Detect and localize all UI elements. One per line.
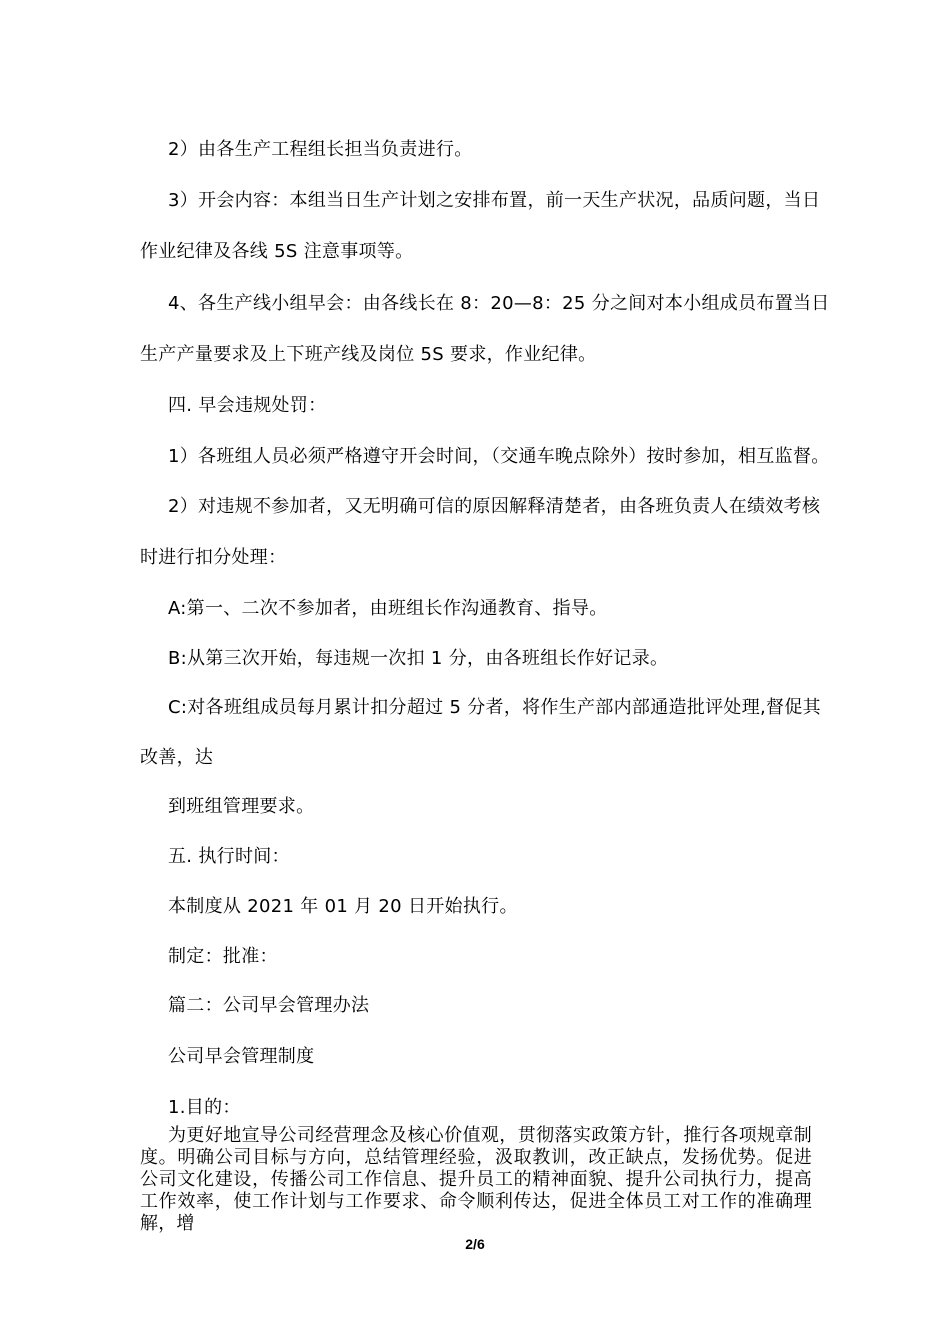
text-line: 1）各班组人员必须严格遵守开会时间，（交通车晚点除外）按时参加，相互监督。 [168,446,830,467]
text-line: B:从第三次开始，每违规一次扣 1 分，由各班组长作好记录。 [168,648,669,669]
text-line: 4、各生产线小组早会：由各线长在 8：20—8：25 分之间对本小组成员布置当日 [168,293,830,314]
text-line: 1.目的： [168,1097,241,1118]
text-line: 改善，达 [140,747,214,768]
text-line: 生产产量要求及上下班产线及岗位 5S 要求，作业纪律。 [140,344,597,365]
text-line: 2）对违规不参加者，又无明确可信的原因解释清楚者，由各班负责人在绩效考核 [168,496,821,517]
text-line: 制定：批准： [168,946,278,967]
text-line: 2）由各生产工程组长担当负责进行。 [168,139,473,160]
text-line: C:对各班组成员每月累计扣分超过 5 分者，将作生产部内部通造批评处理,督促其 [168,697,821,718]
document-title: 公司早会管理制度 [168,1046,315,1067]
body-paragraph: 为更好地宣导公司经营理念及核心价值观，贯彻落实政策方针，推行各项规章制度。明确公司目标与方向，总结管理经验，汲取教训，改正缺点，发扬优势。促进公司文化建设，传播公司工作信息、提升员工的精神面貌、提升公司执行力，提高工作效率，使工作计划与工作要求、命令顺利传达，促进全体员工对工作的准确理解，增 [140,1125,812,1234]
text-line: 时进行扣分处理： [140,547,287,568]
text-line: 作业纪律及各线 5S 注意事项等。 [140,241,414,262]
text-line: 到班组管理要求。 [168,796,315,817]
text-line: A:第一、二次不参加者，由班组长作沟通教育、指导。 [168,598,608,619]
page-number: 2/6 [465,1236,485,1252]
section-heading: 五. 执行时间： [168,846,290,867]
text-line: 本制度从 2021 年 01 月 20 日开始执行。 [168,896,518,917]
section-heading: 四. 早会违规处罚： [168,395,327,416]
text-line: 3）开会内容：本组当日生产计划之安排布置，前一天生产状况，品质问题，当日 [168,190,821,211]
section-heading: 篇二：公司早会管理办法 [168,995,370,1016]
